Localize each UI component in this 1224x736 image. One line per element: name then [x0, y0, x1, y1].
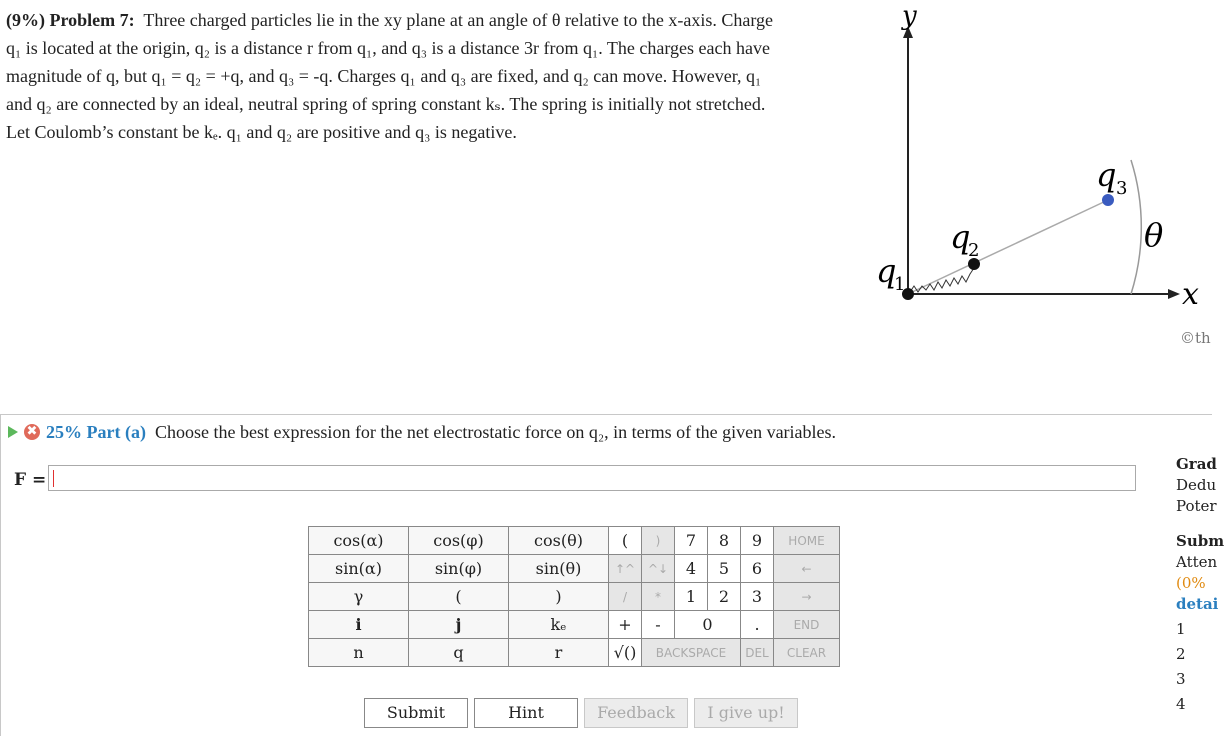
key-left-arrow[interactable]: ← — [774, 555, 840, 583]
key-9[interactable]: 9 — [741, 527, 774, 555]
key-j[interactable]: j — [409, 611, 509, 639]
key-clear[interactable]: CLEAR — [774, 639, 840, 667]
key-divide[interactable]: / — [609, 583, 642, 611]
key-0[interactable]: 0 — [675, 611, 741, 639]
potential-text: Poter — [1176, 497, 1217, 515]
problem-header: (9%) Problem 7: — [6, 10, 135, 30]
problem-line-5: Let Coulomb’s constant be kₑ. q₁ and q₂ are positive and q₃ is negative. — [6, 122, 517, 142]
key-power-up[interactable]: ↑^ — [609, 555, 642, 583]
feedback-button[interactable]: Feedback — [584, 698, 688, 728]
attempts-text: Atten — [1176, 553, 1218, 571]
submit-button[interactable]: Submit — [364, 698, 468, 728]
problem-line-3: magnitude of q, but q₁ = q₂ = +q, and q₃ = -q. Charges q₁ and q₃ are fixed, and q₂ can move. However, q₁ — [6, 66, 762, 86]
key-sin-phi[interactable]: sin(φ) — [409, 555, 509, 583]
key-open-paren[interactable]: ( — [609, 527, 642, 555]
key-3[interactable]: 3 — [741, 583, 774, 611]
key-sqrt[interactable]: √() — [609, 639, 642, 667]
key-multiply[interactable]: * — [642, 583, 675, 611]
key-q[interactable]: q — [409, 639, 509, 667]
copyright-text: ©th — [1180, 329, 1211, 347]
part-prompt: Choose the best expression for the net electrostatic force on q₂, in terms of the given variables. — [154, 422, 837, 442]
key-cos-theta[interactable]: cos(θ) — [509, 527, 609, 555]
key-8[interactable]: 8 — [708, 527, 741, 555]
key-paren-close-var[interactable]: ) — [509, 583, 609, 611]
q3-charge — [1102, 194, 1114, 206]
q2-subscript: 2 — [968, 240, 980, 261]
key-7[interactable]: 7 — [675, 527, 708, 555]
part-percent: 25% Part (a) — [46, 422, 146, 442]
key-sin-alpha[interactable]: sin(α) — [309, 555, 409, 583]
key-5[interactable]: 5 — [708, 555, 741, 583]
q1-label: q — [876, 252, 897, 290]
key-sin-theta[interactable]: sin(θ) — [509, 555, 609, 583]
key-4[interactable]: 4 — [675, 555, 708, 583]
key-end[interactable]: END — [774, 611, 840, 639]
charge-diagram — [860, 0, 1211, 320]
q3-label: q — [1096, 156, 1117, 194]
x-axis-label: x — [1182, 277, 1199, 312]
theta-label: θ — [1144, 216, 1164, 254]
problem-line-4: and q₂ are connected by an ideal, neutral spring of spring constant kₛ. The spring is initially not stretched. — [6, 94, 766, 114]
attempt-1: 1 — [1176, 620, 1186, 638]
problem-line-2: q₁ is located at the origin, q₂ is a distance r from q₁, and q₃ is a distance 3r from q₁. The charges each have — [6, 38, 770, 58]
key-plus[interactable]: + — [609, 611, 642, 639]
attempt-3: 3 — [1176, 670, 1186, 688]
hint-button[interactable]: Hint — [474, 698, 578, 728]
part-a-header — [8, 422, 836, 443]
answer-label: F = — [14, 470, 47, 490]
key-6[interactable]: 6 — [741, 555, 774, 583]
answer-input[interactable] — [48, 465, 1136, 491]
grade-sidebar — [1176, 454, 1224, 715]
problem-line-1: Three charged particles lie in the xy plane at an angle of θ relative to the x-axis. Charge — [143, 10, 774, 30]
key-cos-phi[interactable]: cos(φ) — [409, 527, 509, 555]
attempt-2: 2 — [1176, 645, 1186, 663]
key-1[interactable]: 1 — [675, 583, 708, 611]
problem-statement — [6, 6, 886, 146]
details-link[interactable]: detai — [1176, 595, 1219, 613]
attempts-percent: (0% — [1176, 574, 1206, 592]
key-close-paren[interactable]: ) — [642, 527, 675, 555]
q1-subscript: 1 — [894, 274, 906, 295]
submissions-heading: Subm — [1176, 532, 1224, 550]
q3-subscript: 3 — [1116, 178, 1128, 199]
key-r[interactable]: r — [509, 639, 609, 667]
grade-heading: Grad — [1176, 455, 1217, 473]
y-axis-label: y — [902, 1, 917, 31]
keypad — [308, 526, 840, 667]
key-right-arrow[interactable]: → — [774, 583, 840, 611]
charge-line — [908, 200, 1108, 294]
x-axis-arrow — [1168, 289, 1180, 299]
key-del[interactable]: DEL — [741, 639, 774, 667]
key-backspace[interactable]: BACKSPACE — [642, 639, 741, 667]
theta-arc — [1131, 160, 1141, 294]
key-home[interactable]: HOME — [774, 527, 840, 555]
key-gamma[interactable]: γ — [309, 583, 409, 611]
q2-label: q — [950, 218, 971, 256]
key-minus[interactable]: - — [642, 611, 675, 639]
key-cos-alpha[interactable]: cos(α) — [309, 527, 409, 555]
play-triangle-icon[interactable] — [8, 426, 18, 438]
key-n[interactable]: n — [309, 639, 409, 667]
attempt-4: 4 — [1176, 695, 1186, 713]
key-dot[interactable]: . — [741, 611, 774, 639]
deductions-text: Dedu — [1176, 476, 1217, 494]
key-paren-open-var[interactable]: ( — [409, 583, 509, 611]
give-up-button[interactable]: I give up! — [694, 698, 798, 728]
key-2[interactable]: 2 — [708, 583, 741, 611]
incorrect-x-icon: ✖ — [24, 424, 40, 440]
key-i[interactable]: i — [309, 611, 409, 639]
key-power-down[interactable]: ^↓ — [642, 555, 675, 583]
key-ke[interactable]: kₑ — [509, 611, 609, 639]
